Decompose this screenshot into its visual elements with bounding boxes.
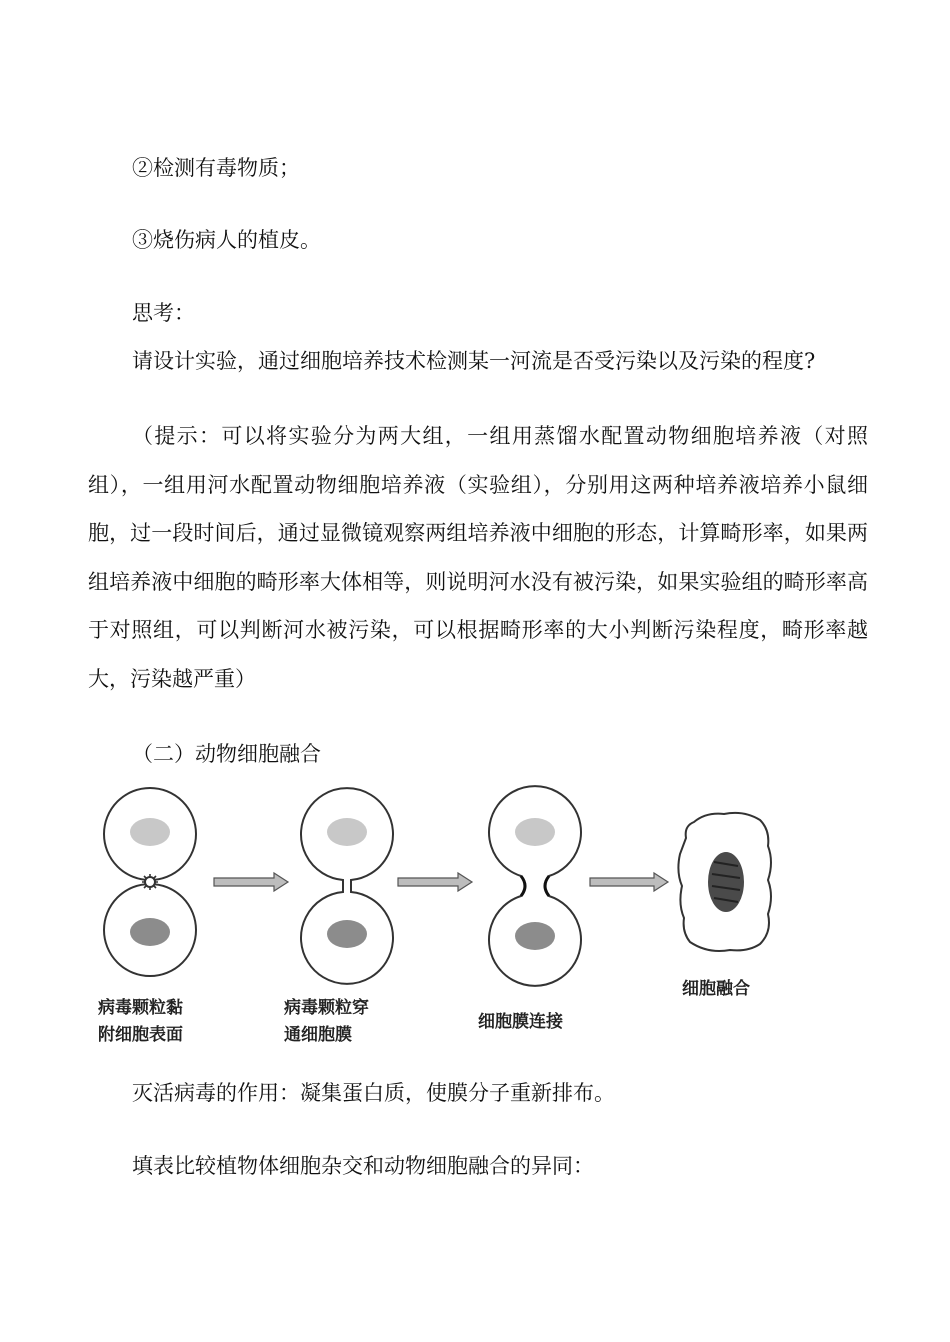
step3-top-nucleus xyxy=(515,818,555,846)
step2-bottom-nucleus xyxy=(327,920,367,948)
arrow-1-icon xyxy=(214,873,288,891)
think-label: 思考： xyxy=(132,301,195,325)
hint-paragraph: （提示：可以将实验分为两大组，一组用蒸馏水配置动物细胞培养液（对照组），一组用河水配置动物细胞培养液（实验组），分别用这两种培养液培养小鼠细胞，过一段时间后，通过显微镜观察两组培养液中细胞的形态，计算畸形率，如果两组培养液中细胞的畸形率大体相等，则说明河水没有被污染，如果实验组的畸形率高于对照组，可以判断河水被污染，可以根据畸形率的大小判断污染程度，畸形率越大，污染越严重） xyxy=(88,424,868,691)
item-detect-toxins: ②检测有毒物质； xyxy=(132,156,300,180)
item-skin-graft: ③烧伤病人的植皮。 xyxy=(132,228,321,252)
step1-top-nucleus xyxy=(130,818,170,846)
arrow-2-icon xyxy=(398,873,472,891)
virus-particle-icon xyxy=(142,874,158,890)
section-title: （二）动物细胞融合 xyxy=(132,742,321,766)
cell-fusion-diagram xyxy=(88,782,788,1062)
step2-cells xyxy=(301,788,393,984)
fused-cell xyxy=(678,813,771,951)
step3-bottom-nucleus xyxy=(515,922,555,950)
caption-step1-line2: 附细胞表面 xyxy=(98,1025,183,1045)
step3-membrane xyxy=(489,786,581,986)
step1-cells xyxy=(104,788,196,976)
step2-top-nucleus xyxy=(327,818,367,846)
caption-step1-line1: 病毒颗粒黏 xyxy=(98,998,183,1018)
caption-step2-line1: 病毒颗粒穿 xyxy=(284,998,369,1018)
step1-bottom-nucleus xyxy=(130,918,170,946)
caption-step3: 细胞膜连接 xyxy=(478,1012,563,1032)
step2-membrane xyxy=(301,788,393,984)
step3-cells xyxy=(489,786,581,986)
arrow-3-icon xyxy=(590,873,668,891)
cell-fusion-svg xyxy=(88,782,788,1062)
caption-step4: 细胞融合 xyxy=(682,979,750,999)
fill-table-text: 填表比较植物体细胞杂交和动物细胞融合的异同： xyxy=(132,1154,594,1178)
question-text: 请设计实验，通过细胞培养技术检测某一河流是否受污染以及污染的程度? xyxy=(132,349,816,373)
inactivated-virus-text: 灭活病毒的作用：凝集蛋白质，使膜分子重新排布。 xyxy=(132,1081,615,1105)
caption-step2-line2: 通细胞膜 xyxy=(284,1025,352,1045)
fused-nucleus xyxy=(708,852,744,912)
